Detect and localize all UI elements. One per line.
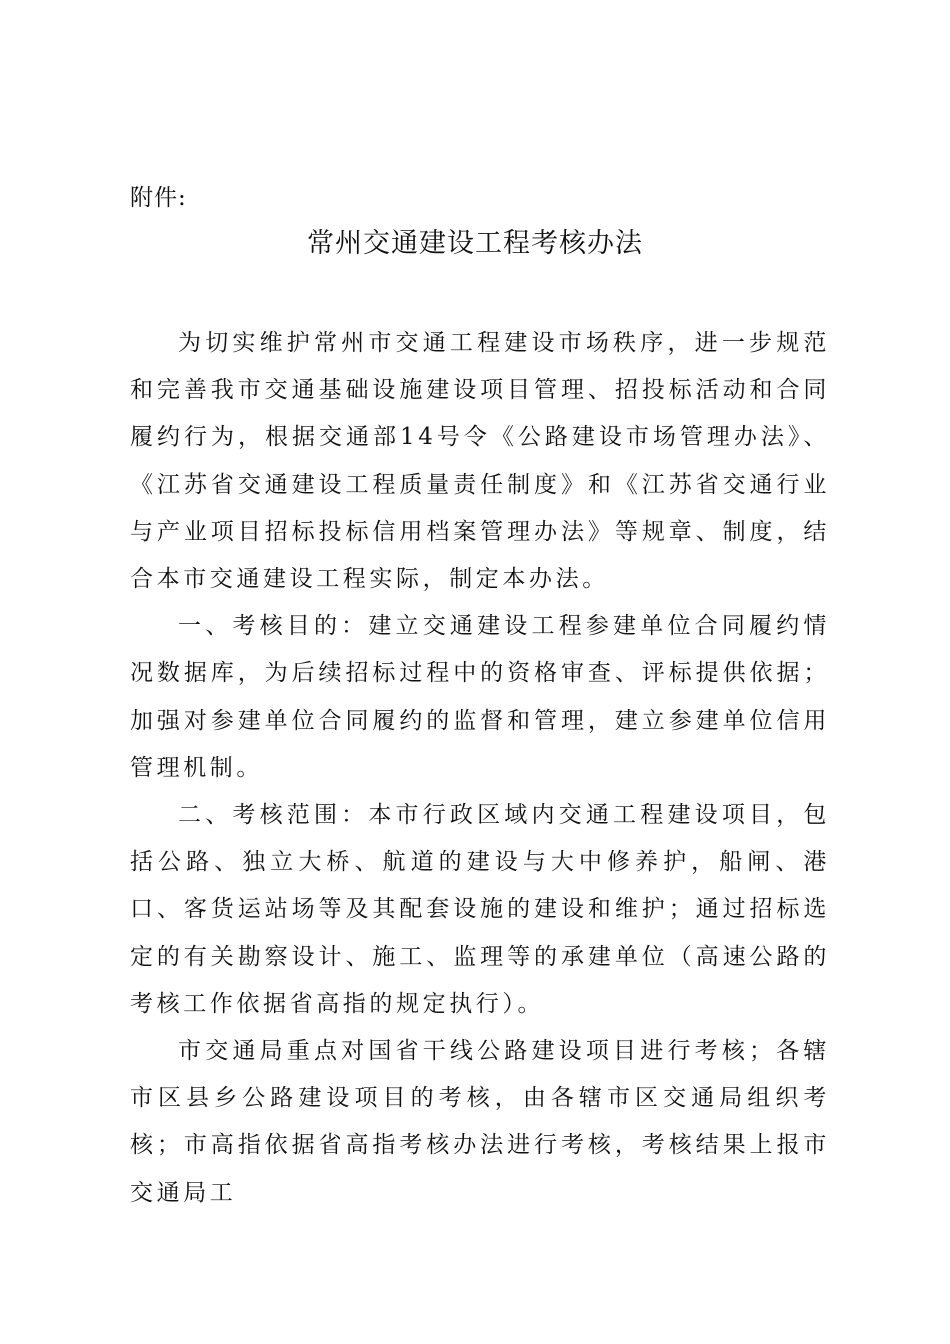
paragraph-intro: 为切实维护常州市交通工程建设市场秩序，进一步规范和完善我市交通基础设施建设项目管理、招投标活动和合同履约行为，根据交通部14号令《公路建设市场管理办法》、《江苏省交通建设工程质量责任制度》和《江苏省交通行业与产业项目招标投标信用档案管理办法》等规章、制度，结合本市交通建设工程实际，制定本办法。 <box>130 330 830 593</box>
paragraph-scope: 二、考核范围：本市行政区域内交通工程建设项目，包括公路、独立大桥、航道的建设与大中修养护，船闸、港口、客货运站场等及其配套设施的建设和维护；通过招标选定的有关勘察设计、施工、监理等的承建单位（高速公路的考核工作依据省高指的规定执行）。 <box>130 802 830 1017</box>
attachment-label: 附件: <box>130 185 187 211</box>
paragraph-responsibility: 市交通局重点对国省干线公路建设项目进行考核；各辖市区县乡公路建设项目的考核，由各辖市区交通局组织考核；市高指依据省高指考核办法进行考核，考核结果上报市交通局工 <box>130 1038 830 1206</box>
paragraph-purpose: 一、考核目的：建立交通建设工程参建单位合同履约情况数据库，为后续招标过程中的资格审查、评标提供依据；加强对参建单位合同履约的监督和管理，建立参建单位信用管理机制。 <box>130 613 830 781</box>
document-title: 常州交通建设工程考核办法 <box>307 228 643 259</box>
document-body <box>130 320 830 1217</box>
